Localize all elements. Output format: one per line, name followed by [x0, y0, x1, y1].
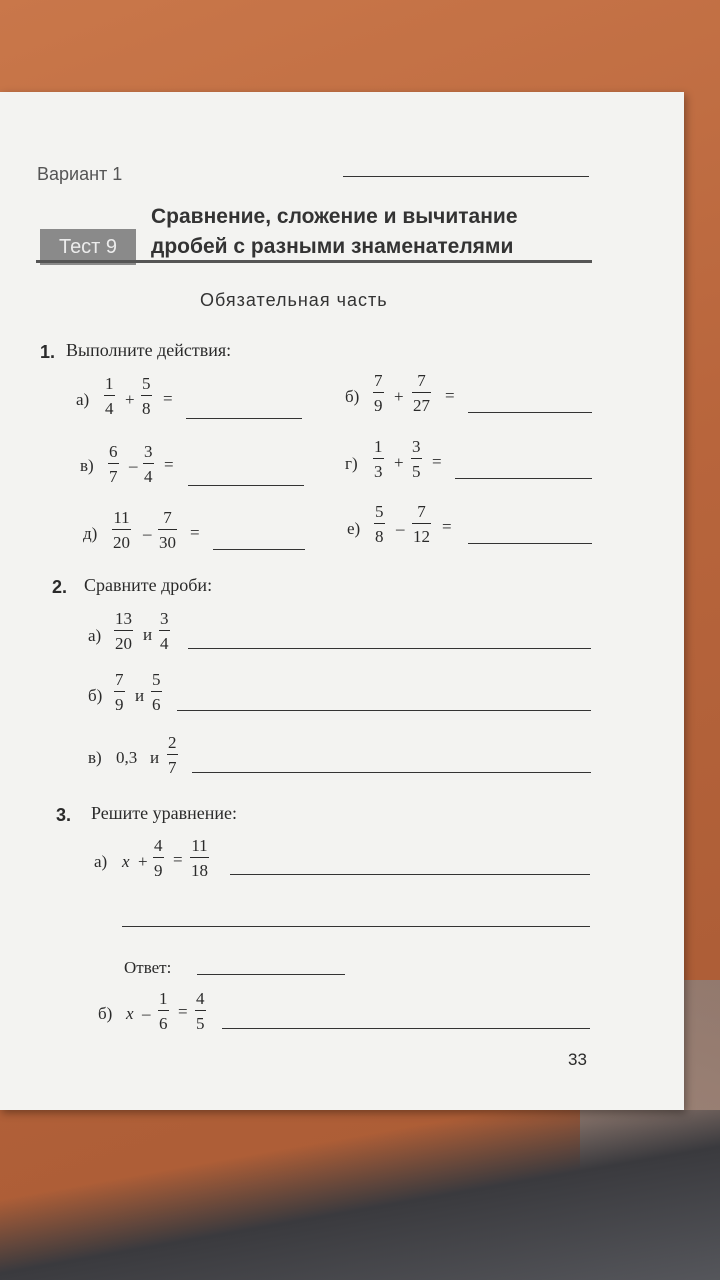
task3-item-label: а): [94, 852, 108, 871]
denominator: 7: [109, 467, 118, 486]
denominator: 4: [144, 467, 153, 486]
numerator: 4: [196, 989, 205, 1008]
denominator: 6: [152, 695, 161, 714]
denominator: 6: [159, 1014, 168, 1033]
operator: +: [138, 852, 148, 871]
denominator: 27: [413, 396, 430, 415]
task1-prompt: Выполните действия:: [66, 340, 232, 360]
variable-x: x: [126, 1004, 134, 1023]
denominator: 5: [412, 462, 421, 481]
test-badge: Тест 9: [40, 229, 136, 265]
task2-number: 2.: [52, 577, 68, 597]
answer-line[interactable]: [188, 648, 591, 649]
numerator: 2: [168, 733, 177, 752]
denominator: 20: [115, 634, 132, 653]
fraction: [195, 989, 206, 1033]
numerator: 1: [159, 989, 168, 1008]
fraction: [112, 508, 131, 552]
operator: +: [125, 390, 135, 409]
fraction: [412, 502, 431, 546]
task1-item-label: д): [83, 524, 98, 543]
denominator: 3: [374, 462, 383, 481]
fraction: [412, 371, 431, 415]
fraction: [190, 836, 209, 880]
denominator: 7: [168, 758, 177, 777]
denominator: 9: [115, 695, 124, 714]
task1-item-label: г): [345, 454, 358, 473]
task1-item-label: а): [76, 390, 90, 409]
denominator: 4: [105, 399, 114, 418]
variant-label: Вариант 1: [37, 164, 123, 184]
numerator: 7: [417, 502, 426, 521]
answer-line[interactable]: [468, 543, 592, 544]
numerator: 7: [374, 371, 383, 390]
equals-sign: =: [190, 523, 200, 542]
fraction: [159, 609, 170, 653]
operator: –: [142, 1004, 151, 1023]
task2-prompt: Сравните дроби:: [84, 575, 213, 595]
numerator: 1: [374, 437, 383, 456]
task3-prompt: Решите уравнение:: [91, 803, 237, 823]
fraction: [114, 670, 125, 714]
task1-number: 1.: [40, 342, 56, 362]
denominator: 4: [160, 634, 169, 653]
fraction: [108, 442, 119, 486]
fraction: [153, 836, 164, 880]
denominator: 30: [159, 533, 176, 552]
page-number: 33: [568, 1050, 587, 1069]
equals-sign: =: [432, 452, 442, 471]
denominator: 18: [191, 861, 208, 880]
fraction: [158, 508, 177, 552]
task2-item-label: в): [88, 748, 102, 767]
numerator: 5: [142, 374, 151, 393]
equals-sign: =: [178, 1002, 188, 1021]
decimal-value: 0,3: [116, 748, 138, 767]
working-line[interactable]: [122, 926, 590, 927]
denominator: 12: [413, 527, 430, 546]
fraction: [151, 670, 162, 714]
task2-item-label: а): [88, 626, 102, 645]
answer-line[interactable]: [222, 1028, 590, 1029]
numerator: 3: [160, 609, 169, 628]
equals-sign: =: [445, 386, 455, 405]
numerator: 7: [417, 371, 426, 390]
answer-line[interactable]: [455, 478, 592, 479]
answer-line[interactable]: [177, 710, 591, 711]
fraction: [158, 989, 169, 1033]
answer-line[interactable]: [468, 412, 592, 413]
denominator: 20: [113, 533, 130, 552]
fraction: [114, 609, 133, 653]
numerator: 11: [191, 836, 208, 855]
task1-item-label: в): [80, 456, 94, 475]
fraction: [143, 442, 154, 486]
section-title: Обязательная часть: [200, 290, 388, 310]
task1-item-label: е): [347, 519, 361, 538]
task3-item-label: б): [98, 1004, 113, 1023]
worksheet-page: [0, 92, 684, 1110]
numerator: 3: [412, 437, 421, 456]
fraction: [373, 371, 384, 415]
numerator: 7: [115, 670, 124, 689]
denominator: 9: [374, 396, 383, 415]
conjunction: и: [150, 748, 160, 767]
numerator: 3: [144, 442, 153, 461]
numerator: 6: [109, 442, 118, 461]
numerator: 13: [115, 609, 132, 628]
denominator: 8: [142, 399, 151, 418]
numerator: 5: [152, 670, 161, 689]
conjunction: и: [143, 625, 153, 644]
operator: –: [143, 524, 152, 543]
fraction: [411, 437, 422, 481]
fraction: [167, 733, 178, 777]
denominator: 9: [154, 861, 163, 880]
name-line: [343, 176, 589, 177]
background-floor: [0, 1110, 720, 1280]
task2-item-label: б): [88, 686, 103, 705]
answer-line[interactable]: [188, 485, 304, 486]
fraction: [141, 374, 152, 418]
fraction: [374, 502, 385, 546]
fraction: [373, 437, 384, 481]
operator: –: [396, 519, 405, 538]
equals-sign: =: [173, 850, 183, 869]
equals-sign: =: [442, 517, 452, 536]
answer-line[interactable]: [186, 418, 302, 419]
operator: +: [394, 453, 404, 472]
variable-x: x: [122, 852, 130, 871]
answer-line[interactable]: [213, 549, 305, 550]
denominator: 5: [196, 1014, 205, 1033]
fraction: [104, 374, 115, 418]
title-rule: [36, 260, 592, 263]
numerator: 7: [163, 508, 172, 527]
denominator: 8: [375, 527, 384, 546]
operator: –: [129, 456, 138, 475]
equals-sign: =: [163, 389, 173, 408]
equals-sign: =: [164, 455, 174, 474]
answer-label: Ответ:: [124, 958, 172, 977]
task1-item-label: б): [345, 387, 360, 406]
answer-line[interactable]: [230, 874, 590, 875]
numerator: 1: [105, 374, 114, 393]
answer-line[interactable]: [197, 974, 345, 975]
test-title-line2: дробей с разными знаменателями: [151, 235, 514, 258]
numerator: 5: [375, 502, 384, 521]
operator: +: [394, 387, 404, 406]
numerator: 4: [154, 836, 163, 855]
task3-number: 3.: [56, 805, 72, 825]
answer-line[interactable]: [192, 772, 591, 773]
conjunction: и: [135, 686, 145, 705]
numerator: 11: [113, 508, 130, 527]
test-title: [151, 202, 518, 262]
test-title-line1: Сравнение, сложение и вычитание: [151, 205, 518, 228]
